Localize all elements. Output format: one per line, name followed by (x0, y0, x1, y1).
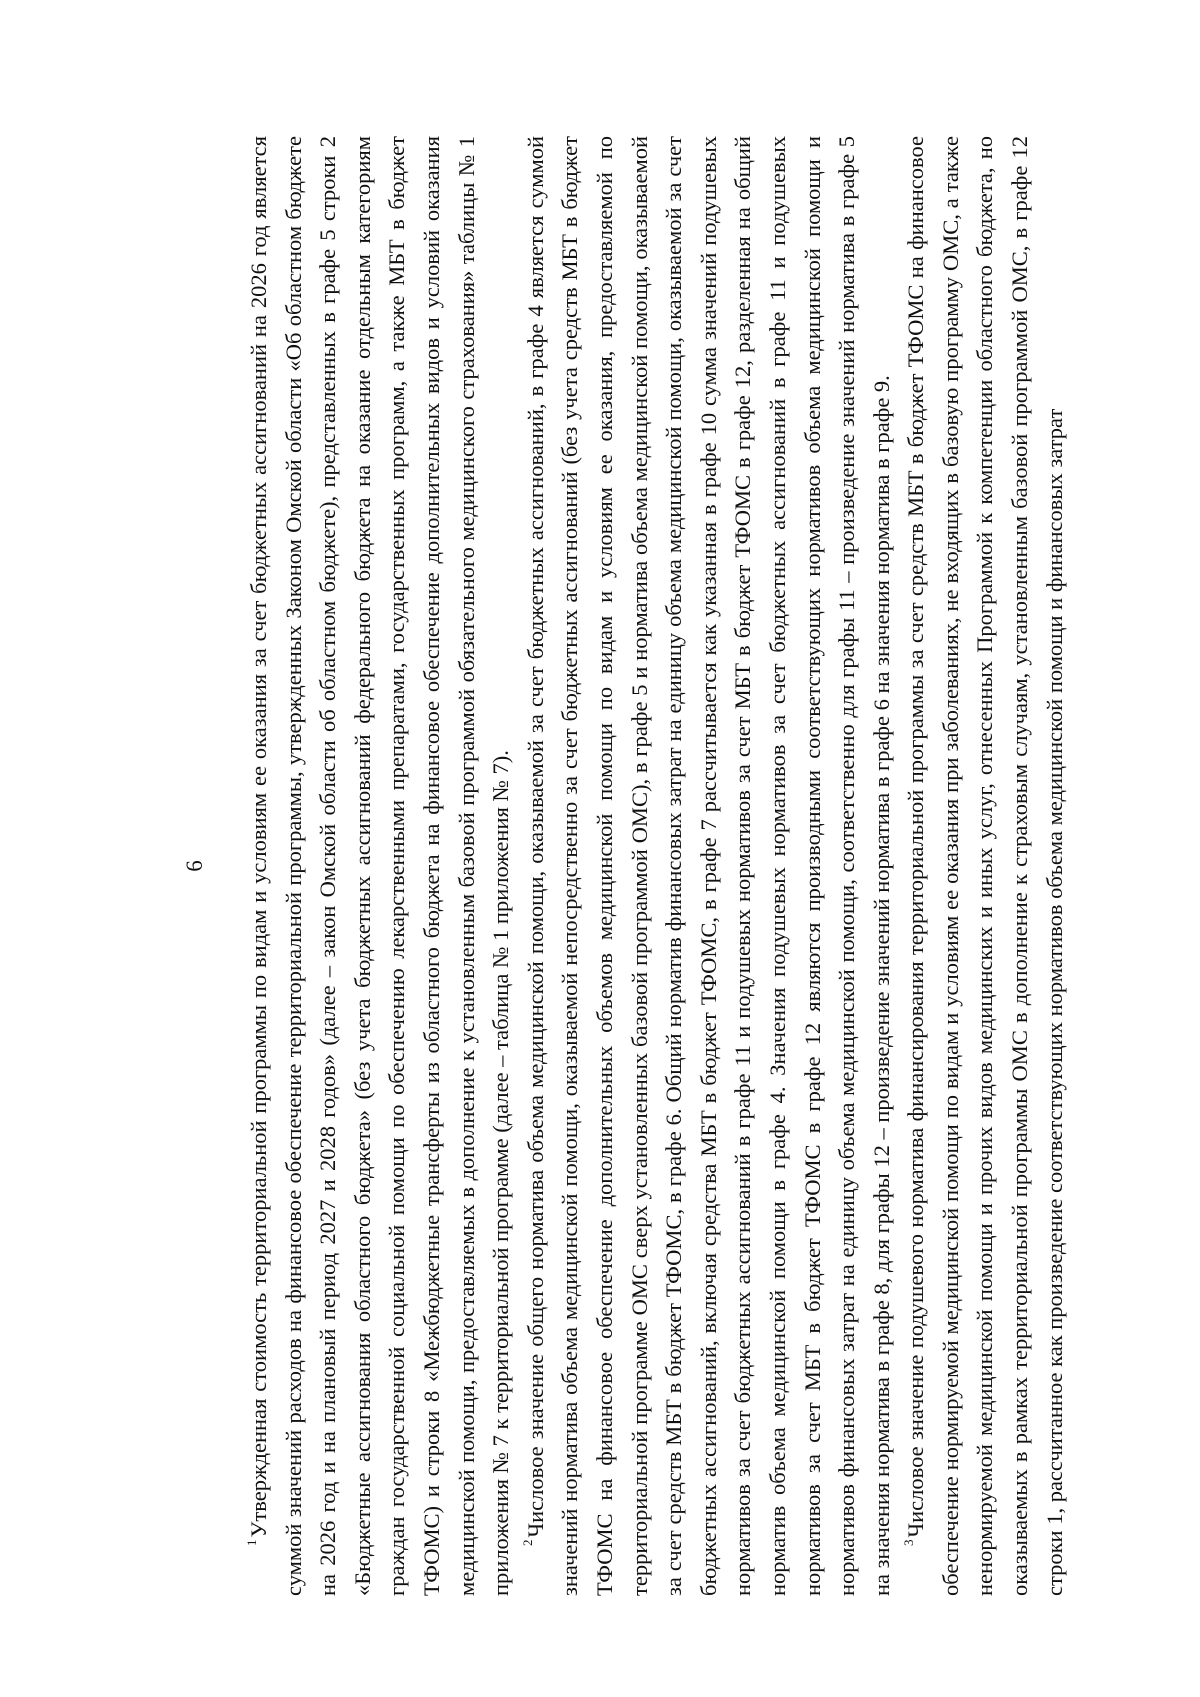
footnote-2 (519, 136, 900, 1596)
footnote-marker: 3 (900, 1539, 916, 1546)
page-number: 6 (182, 860, 207, 872)
footnote-3 (899, 136, 1072, 1596)
footnote-text: Числовое значение общего норматива объема медицинской помощи, оказываемой за счет бюджетных ассигнований, в графе 4 является суммой значений норматива объема медицинской помощи, оказываемой непосредственно за счет бюджетных ассигнований (без учета средств МБТ в бюджет ТФОМС на финансовое обеспечение дополнительных объемов медицинской помощи по видам и условиям ее оказания, предоставляемой по территориальной программе ОМС сверх установленных базовой программой ОМС), в графе 5 и норматива объема медицинской помощи, оказываемой за счет средств МБТ в бюджет ТФОМС, в графе 6. Общий норматив финансовых затрат на единицу объема медицинской помощи, оказываемой за счет бюджетных ассигнований, включая средства МБТ в бюджет ТФОМС, в графе 7 рассчитывается как указанная в графе 10 сумма значений подушевых нормативов за счет бюджетных ассигнований в графе 11 и подушевых нормативов за счет МБТ в бюджет ТФОМС в графе 12, разделенная на общий норматив объема медицинской помощи в графе 4. Значения подушевых нормативов за счет бюджетных ассигнований в графе 11 и подушевых нормативов за счет МБТ в бюджет ТФОМС в графе 12 являются производными соответствующих нормативов объема медицинской помощи и нормативов финансовых затрат на единицу объема медицинской помощи, соответственно для графы 11 – произведение значений норматива в графе 5 на значения норматива в графе 8, для графы 12 – произведение значений норматива в графе 6 на значения норматива в графе 9. (522, 136, 894, 1596)
footnotes (242, 136, 1072, 1596)
rotated-content (180, 136, 1090, 1596)
footnote-text: Утвержденная стоимость территориальной программы по видам и условиям ее оказания за счет бюджетных ассигнований на 2026 год является суммой значений расходов на финансовое обеспечение территориальной программы, утвержденных Законом Омской области «Об областном бюджете на 2026 год и на плановый период 2027 и 2028 годов» (далее – закон Омской области об областном бюджете), представленных в графе 5 строки 2 «Бюджетные ассигнования областного бюджета» (без учета бюджетных ассигнований федерального бюджета на оказание отдельным категориям граждан государственной социальной помощи по обеспечению лекарственными препаратами, государственных программ, а также МБТ в бюджет ТФОМС) и строки 8 «Межбюджетные трансферты из областного бюджета на финансовое обеспечение дополнительных видов и условий оказания медицинской помощи, предоставляемых в дополнение к установленным базовой программой обязательного медицинского страхования» таблицы № 1 приложения № 7 к территориальной программе (далее – таблица № 1 приложения № 7). (246, 136, 514, 1596)
footnote-marker: 1 (243, 1539, 259, 1546)
footnote-text: Числовое значение подушевого норматива финансирования территориальной программы за счет средств МБТ в бюджет ТФОМС на финансовое обеспечение нормируемой медицинской помощи по видам и условиям ее оказания при заболеваниях, не входящих в базовую программу ОМС, а также ненормируемой медицинской помощи и прочих видов медицинских и иных услуг, отнесенных Программой к компетенции областного бюджета, но оказываемых в рамках территориальной программы ОМС в дополнение к страховым случаям, установленным базовой программой ОМС, в графе 12 строки 1, рассчитанное как произведение соответствующих нормативов объема медицинской помощи и финансовых затрат (903, 136, 1067, 1596)
footnote-marker: 2 (520, 1539, 536, 1546)
footnote-1 (242, 136, 519, 1596)
